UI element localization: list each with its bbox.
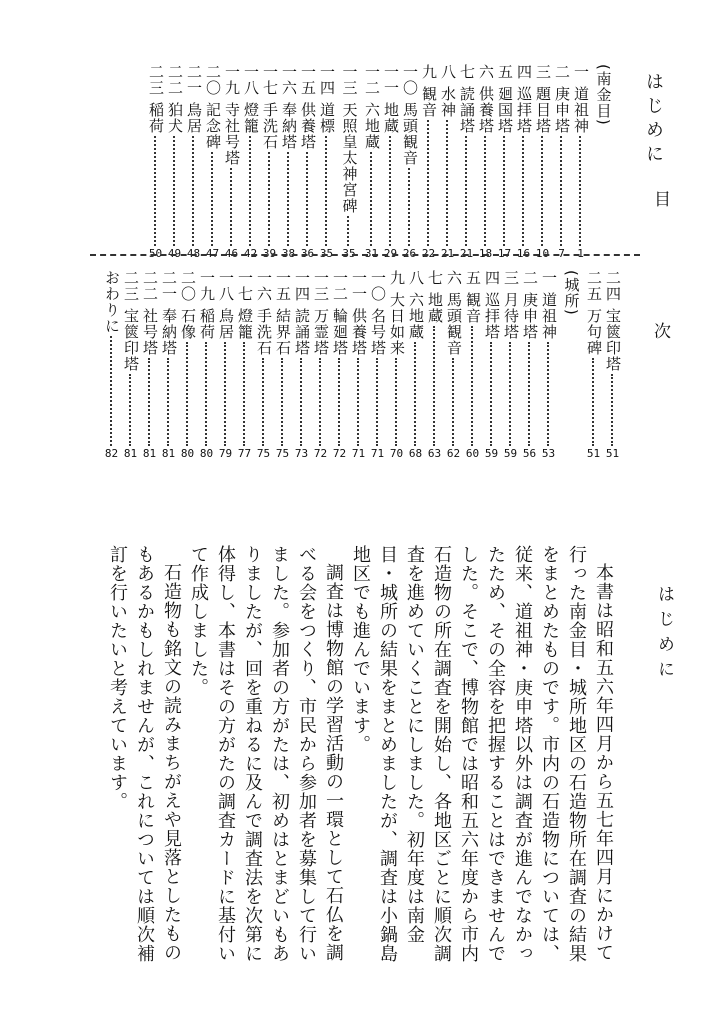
toc-leader-dots xyxy=(268,152,272,246)
toc-page-number: 81 xyxy=(123,447,138,460)
toc-entry[interactable] xyxy=(539,270,558,460)
toc-page-number: 50 xyxy=(148,247,163,260)
toc-entry[interactable] xyxy=(222,64,241,260)
toc-entry[interactable] xyxy=(463,270,482,460)
toc-entry-label: 一七 手洗石 xyxy=(261,64,279,150)
toc-leader-dots xyxy=(306,152,310,246)
toc-entry[interactable] xyxy=(311,270,330,460)
toc-page-number: 82 xyxy=(104,447,119,460)
toc-entry[interactable] xyxy=(203,64,222,260)
toc-entry[interactable] xyxy=(216,270,235,460)
toc-entry-label: 一〇 名号塔 xyxy=(369,270,387,356)
toc-entry[interactable] xyxy=(362,64,381,260)
toc-lower-block xyxy=(52,270,622,460)
toc-leader-dots xyxy=(205,342,209,446)
preface-body xyxy=(104,545,617,975)
toc-leader-dots xyxy=(446,120,450,246)
toc-leader-dots xyxy=(541,136,545,246)
toc-leader-dots xyxy=(395,358,399,446)
toc-page-number: 35 xyxy=(319,247,334,260)
toc-entry[interactable] xyxy=(260,64,279,260)
toc-entry-label: 一四 道標 xyxy=(318,64,336,134)
toc-leader-dots xyxy=(427,120,431,246)
toc-leader-dots xyxy=(528,342,532,446)
toc-page-number: 26 xyxy=(402,247,417,260)
toc-page-number: 56 xyxy=(522,447,537,460)
toc-page-number: 17 xyxy=(497,247,512,260)
toc-entry-label: 二〇 石像 xyxy=(179,270,197,340)
toc-entry[interactable] xyxy=(584,270,603,460)
toc-entry[interactable] xyxy=(159,270,178,460)
toc-entry-label: 二四 宝篋印塔 xyxy=(604,270,622,372)
toc-entry-label: 九 大日如来 xyxy=(388,270,406,356)
toc-page-number: 36 xyxy=(300,247,315,260)
toc-page-number: 51 xyxy=(586,447,601,460)
toc-entry[interactable] xyxy=(317,64,336,260)
toc-entry-label: 二一 奉納塔 xyxy=(160,270,178,356)
toc-entry-label: 一六 手洗石 xyxy=(255,270,273,356)
toc-entry-label: 七 地蔵 xyxy=(426,270,444,324)
toc-entry-label: 二二 社号塔 xyxy=(141,270,159,356)
toc-page-number: 59 xyxy=(503,447,518,460)
toc-entry-label: 一一 地蔵 xyxy=(382,64,400,134)
toc-entry[interactable] xyxy=(292,270,311,460)
toc-entry[interactable] xyxy=(273,270,292,460)
toc-entry-label: 二 庚申塔 xyxy=(521,270,539,340)
toc-entry-label: 二 庚申塔 xyxy=(553,64,571,134)
toc-page-number: 60 xyxy=(465,447,480,460)
toc-page-number: 80 xyxy=(199,447,214,460)
toc-entry-label: 一 道祖神 xyxy=(540,270,558,340)
toc-entry-label: 五 観音 xyxy=(464,270,482,324)
toc-page-number: 10 xyxy=(535,247,550,260)
toc-entry-label: 一九 寺社号塔 xyxy=(223,64,241,166)
toc-heading-hajimeni: はじめに xyxy=(643,72,664,168)
toc-entry-label: 一八 鳥居 xyxy=(217,270,235,340)
toc-entry-label: 二二 狛犬 xyxy=(166,64,184,134)
toc-entry-label: 一七 燈籠 xyxy=(236,270,254,340)
toc-page-number: 80 xyxy=(180,447,195,460)
toc-entry[interactable] xyxy=(178,270,197,460)
toc-entry-label: 一二 六地蔵 xyxy=(363,64,381,150)
toc-page-number: 79 xyxy=(218,447,233,460)
toc-entry[interactable] xyxy=(197,270,216,460)
toc-page-number: 72 xyxy=(332,447,347,460)
toc-entry[interactable] xyxy=(336,64,362,260)
toc-entry-label: 一 道祖神 xyxy=(572,64,590,134)
toc-entry[interactable] xyxy=(165,64,184,260)
toc-entry[interactable] xyxy=(520,270,539,460)
toc-entry[interactable] xyxy=(425,270,444,460)
toc-entry[interactable] xyxy=(381,64,400,260)
toc-entry-label: 六 供養塔 xyxy=(477,64,495,134)
toc-leader-dots xyxy=(484,136,488,246)
toc-entry-label: 三 月待塔 xyxy=(502,270,520,340)
toc-entry-label: 一五 供養塔 xyxy=(299,64,317,150)
toc-page-number: 38 xyxy=(281,247,296,260)
toc-page-number: 53 xyxy=(541,447,556,460)
toc-leader-dots xyxy=(560,136,564,246)
toc-entry[interactable] xyxy=(241,64,260,260)
toc-leader-dots xyxy=(452,358,456,446)
toc-entry-label: おわりに xyxy=(103,270,121,334)
toc-leader-dots xyxy=(148,358,152,446)
toc-leader-dots xyxy=(347,216,351,246)
toc-entry-label: 四 巡拝塔 xyxy=(515,64,533,134)
toc-entry[interactable] xyxy=(387,270,406,460)
toc-entry[interactable] xyxy=(444,270,463,460)
toc-page-number: 48 xyxy=(186,247,201,260)
toc-leader-dots xyxy=(522,136,526,246)
toc-entry[interactable] xyxy=(298,64,317,260)
toc-page-number: 70 xyxy=(389,447,404,460)
toc-entry[interactable] xyxy=(279,64,298,260)
toc-leader-dots xyxy=(249,136,253,246)
toc-entry[interactable] xyxy=(571,64,590,260)
toc-leader-dots xyxy=(509,342,513,446)
toc-entry-label: 一四 読誦塔 xyxy=(293,270,311,356)
toc-leader-dots xyxy=(230,168,234,246)
toc-leader-dots xyxy=(357,358,361,446)
toc-entry-label: 四 巡拝塔 xyxy=(483,270,501,340)
toc-page-number: 42 xyxy=(243,247,258,260)
toc-leader-dots xyxy=(186,342,190,446)
toc-leader-dots xyxy=(370,152,374,246)
toc-page-number: 1 xyxy=(577,247,584,260)
toc-entry-label: 五 廻国塔 xyxy=(496,64,514,134)
toc-entry-label: 一三 天照皇太神宮碑 xyxy=(340,64,359,214)
toc-page-number: 72 xyxy=(313,447,328,460)
toc-entry[interactable] xyxy=(419,64,438,260)
toc-entry[interactable] xyxy=(603,270,622,460)
toc-page-number: 39 xyxy=(262,247,277,260)
toc-entry-label: 一九 稲荷 xyxy=(198,270,216,340)
toc-leader-dots xyxy=(503,136,507,246)
toc-entry-label: 六 馬頭観音 xyxy=(445,270,463,356)
toc-heading-ji: 次 xyxy=(654,322,671,342)
toc-page-number: 16 xyxy=(516,247,531,260)
toc-entry[interactable] xyxy=(368,270,387,460)
toc-page-number: 73 xyxy=(294,447,309,460)
toc-leader-dots xyxy=(243,342,247,446)
toc-upper-block xyxy=(96,64,616,260)
toc-leader-dots xyxy=(167,358,171,446)
toc-heading-moku: 目 xyxy=(654,190,671,210)
toc-page-number: 49 xyxy=(167,247,182,260)
toc-entry[interactable] xyxy=(330,270,349,460)
toc-page-number: 71 xyxy=(351,447,366,460)
toc-leader-dots xyxy=(173,136,177,246)
toc-leader-dots xyxy=(211,152,215,246)
toc-entry-label: 一八 燈籠 xyxy=(242,64,260,134)
toc-leader-dots xyxy=(129,374,133,446)
toc-entry-label: 二一 鳥居 xyxy=(185,64,203,134)
toc-leader-dots xyxy=(579,136,583,246)
toc-leader-dots xyxy=(338,358,342,446)
toc-page-number: 81 xyxy=(142,447,157,460)
toc-entry-label: 二三 宝篋印塔 xyxy=(122,270,140,372)
toc-entry[interactable] xyxy=(235,270,254,460)
toc-entry[interactable] xyxy=(495,64,514,260)
toc-page-number: 71 xyxy=(370,447,385,460)
toc-entry-label: 七 読誦塔 xyxy=(458,64,476,134)
toc-leader-dots xyxy=(414,342,418,446)
toc-page-number: 22 xyxy=(421,247,436,260)
preface-title: はじめに xyxy=(654,585,674,685)
toc-section-header xyxy=(590,64,616,260)
toc-page-number: 18 xyxy=(478,247,493,260)
toc-leader-dots xyxy=(281,358,285,446)
toc-entry-label: 八 水神 xyxy=(439,64,457,118)
toc-leader-dots xyxy=(592,358,596,446)
toc-leader-dots xyxy=(192,136,196,246)
toc-entry-label: 一五 結界石 xyxy=(274,270,292,356)
toc-entry-label: 二〇 記念碑 xyxy=(204,64,222,150)
toc-entry[interactable] xyxy=(349,270,368,460)
toc-leader-dots xyxy=(319,358,323,446)
toc-page-number: 51 xyxy=(605,447,620,460)
toc-entry-label: 一一 供養塔 xyxy=(350,270,368,356)
toc-leader-dots xyxy=(389,136,393,246)
toc-entry[interactable] xyxy=(482,270,501,460)
toc-entry-label: (城所) xyxy=(562,270,581,316)
toc-leader-dots xyxy=(408,168,412,246)
toc-leader-dots xyxy=(287,152,291,246)
toc-page-number: 47 xyxy=(205,247,220,260)
table-of-contents xyxy=(0,0,720,470)
toc-entry[interactable] xyxy=(121,270,140,460)
toc-page-number: 81 xyxy=(161,447,176,460)
toc-entry[interactable] xyxy=(514,64,533,260)
toc-entry[interactable] xyxy=(457,64,476,260)
toc-leader-dots xyxy=(465,136,469,246)
toc-entry[interactable] xyxy=(476,64,495,260)
toc-leader-dots xyxy=(154,136,158,246)
toc-entry[interactable] xyxy=(552,64,571,260)
toc-entry[interactable] xyxy=(406,270,425,460)
toc-entry[interactable] xyxy=(140,270,159,460)
toc-page-number: 7 xyxy=(558,247,565,260)
toc-leader-dots xyxy=(611,374,615,446)
toc-entry[interactable] xyxy=(184,64,203,260)
toc-page-number: 46 xyxy=(224,247,239,260)
toc-page-number: 35 xyxy=(342,247,356,260)
preface-section xyxy=(30,535,705,975)
toc-entry[interactable] xyxy=(400,64,419,260)
toc-entry-label: 九 観音 xyxy=(420,64,438,118)
toc-entry-label: 二三 稲荷 xyxy=(147,64,165,134)
toc-entry[interactable] xyxy=(254,270,273,460)
toc-leader-dots xyxy=(110,336,114,446)
toc-leader-dots xyxy=(224,342,228,446)
preface-paragraph: 本書は昭和五六年四月から五七年四月にかけて行った南金目・城所地区の石造物所在調査の結果をまとめたものです。市内の石造物については、従来、道祖神・庚申塔以外は調査が進んでなかったため、その全容を把握することはできませんでした。そこで、博物館では昭和五六年度から市内石造物の所在調査を開始し、各地区ごとに順次調査を進めていくことにしました。初年度は南金目・城所の結果をまとめましたが、調査は小鍋島地区でも進んでいます。 xyxy=(350,545,614,963)
toc-leader-dots xyxy=(300,358,304,446)
toc-page-number: 31 xyxy=(364,247,379,260)
toc-entry[interactable] xyxy=(533,64,552,260)
toc-page-number: 29 xyxy=(383,247,398,260)
toc-leader-dots xyxy=(325,136,329,246)
toc-leader-dots xyxy=(471,326,475,446)
toc-leader-dots xyxy=(376,358,380,446)
preface-paragraph: 石造物も銘文の読みまちがえや見落としたものもあるかもしれませんが、これについては順次補訂を行いたいと考えています。 xyxy=(107,545,182,963)
toc-entry[interactable] xyxy=(102,270,121,460)
toc-entry-label: 一六 奉納塔 xyxy=(280,64,298,150)
toc-leader-dots xyxy=(433,326,437,446)
toc-entry-label: 一二 輪廻塔 xyxy=(331,270,349,356)
toc-page-number: 63 xyxy=(427,447,442,460)
toc-entry[interactable] xyxy=(438,64,457,260)
toc-entry[interactable] xyxy=(501,270,520,460)
toc-entry-label: 八 六地蔵 xyxy=(407,270,425,340)
toc-leader-dots xyxy=(262,358,266,446)
toc-entry-label: 三 題目塔 xyxy=(534,64,552,134)
toc-page-number: 21 xyxy=(459,247,474,260)
toc-page-number: 75 xyxy=(256,447,271,460)
toc-page-number: 62 xyxy=(446,447,461,460)
toc-entry-label: 一三 万霊塔 xyxy=(312,270,330,356)
toc-entry-label: 二五 万句碑 xyxy=(585,270,603,356)
toc-page-number: 21 xyxy=(440,247,455,260)
toc-page-number: 68 xyxy=(408,447,423,460)
toc-entry-label: (南金目) xyxy=(594,64,613,126)
toc-entry[interactable] xyxy=(146,64,165,260)
toc-page-number: 59 xyxy=(484,447,499,460)
toc-entry-label: 一〇 馬頭観音 xyxy=(401,64,419,166)
toc-page-number: 75 xyxy=(275,447,290,460)
toc-divider xyxy=(90,254,640,256)
toc-leader-dots xyxy=(547,342,551,446)
toc-leader-dots xyxy=(490,342,494,446)
toc-section-header xyxy=(558,270,584,460)
toc-page-number: 77 xyxy=(237,447,252,460)
preface-paragraph: 調査は博物館の学習活動の一環として石仏を調べる会をつくり、市民から参加者を募集して行いました。参加者の方がたは、初めはとまどいもありましたが、回を重ねるに及んで調査法を次第に体得し、本書はその方がたの調査カードに基付いて作成しました。 xyxy=(188,545,344,963)
